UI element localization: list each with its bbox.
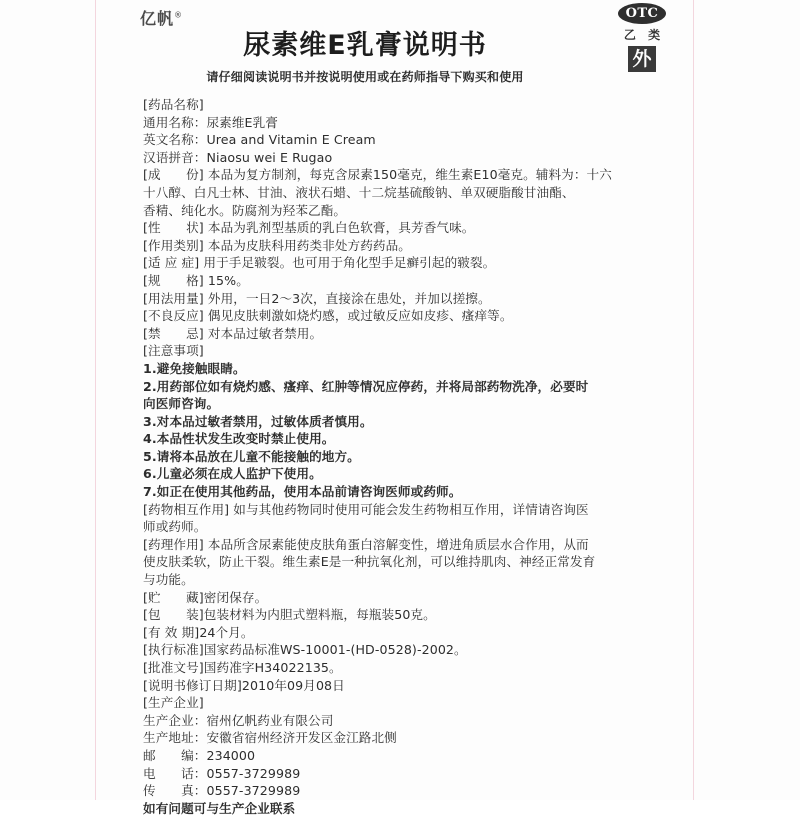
revision-date-line: [说明书修订日期]2010年09月08日 — [143, 677, 345, 693]
contraindications-line: [禁 忌] 对本品过敏者禁用。 — [143, 325, 323, 341]
ingredients-line-2: 十八醇、白凡士林、甘油、液状石蜡、十二烷基硫酸钠、单双硬脂酸甘油酯、 — [143, 184, 575, 200]
english-name-line: 英文名称：Urea and Vitamin E Cream — [143, 132, 376, 148]
precaution-item-4: 4.本品性状发生改变时禁止使用。 — [143, 431, 335, 447]
otc-mark-icon: OTC — [618, 3, 666, 24]
appearance-line: [性 状] 本品为乳剂型基质的乳白色软膏，具芳香气味。 — [143, 220, 475, 236]
approval-number-line: [批准文号]国药准字H34022135。 — [143, 660, 342, 675]
section-heading-precautions: [注意事项] — [143, 343, 204, 359]
manufacturer-name-line: 生产企业：宿州亿帆药业有限公司 — [143, 712, 334, 728]
precaution-item-3: 3.对本品过敏者禁用，过敏体质者慎用。 — [143, 413, 373, 429]
telephone-line: 电 话：0557-3729989 — [143, 765, 301, 781]
otc-class-label: 乙 类 — [623, 28, 665, 42]
drug-category-line: [作用类别] 本品为皮肤科用药类非处方药药品。 — [143, 237, 412, 253]
page-subtitle: 请仔细阅读说明书并按说明使用或在药师指导下购买和使用 — [206, 70, 524, 84]
precaution-item-6: 6.儿童必须在成人监护下使用。 — [143, 466, 322, 482]
standard-line: [执行标准]国家药品标准WS-10001-(HD-0528)-2002。 — [143, 642, 467, 658]
generic-name-line: 通用名称：尿素维E乳膏 — [143, 114, 278, 130]
right-guide-line — [693, 0, 694, 800]
precaution-item-1: 1.避免接触眼睛。 — [143, 360, 246, 376]
ingredients-line-1: [成 份] 本品为复方制剂，每克含尿素150毫克，维生素E10毫克。辅料为：十六 — [143, 167, 612, 183]
pharmacology-line-3: 与功能。 — [143, 572, 194, 588]
shelf-life-line: [有 效 期]24个月。 — [143, 624, 254, 640]
packaging-line: [包 装]包装材料为内胆式塑料瓶，每瓶装50克。 — [143, 607, 436, 623]
pharmacology-line-1: [药理作用] 本品所含尿素能使皮肤角蛋白溶解变性，增进角质层水合作用，从而 — [143, 536, 589, 552]
manufacturer-address-line: 生产地址：安徽省宿州经济开发区金江路北侧 — [143, 730, 397, 746]
specification-line: [规 格] 15%。 — [143, 272, 249, 288]
section-heading-drug-name: [药品名称] — [143, 97, 204, 112]
drug-interactions-line-2: 师或药师。 — [143, 519, 207, 535]
fax-line: 传 真：0557-3729989 — [143, 783, 301, 799]
adverse-reactions-line: [不良反应] 偶见皮肤刺激如烧灼感，或过敏反应如皮疹、瘙痒等。 — [143, 308, 513, 324]
indications-line: [适 应 症] 用于手足皲裂。也可用于角化型手足癣引起的皲裂。 — [143, 255, 496, 271]
left-guide-line — [95, 0, 96, 800]
pinyin-name-line: 汉语拼音：Niaosu wei E Rugao — [143, 149, 333, 165]
contact-note-line: 如有问题可与生产企业联系 — [143, 800, 296, 816]
precaution-item-7: 7.如正在使用其他药品，使用本品前请咨询医师或药师。 — [143, 484, 462, 500]
pharmacology-line-2: 使皮肤柔软，防止干裂。维生素E是一种抗氧化剂，可以维持肌肉、神经正常发育 — [143, 554, 596, 570]
precaution-item-5: 5.请将本品放在儿童不能接触的地方。 — [143, 448, 360, 464]
dosage-line: [用法用量] 外用，一日2～3次，直接涂在患处，并加以搓擦。 — [143, 290, 491, 306]
brand-logo-text: 亿帆 — [140, 9, 175, 28]
storage-line: [贮 藏]密闭保存。 — [143, 589, 268, 605]
precaution-item-2b: 向医师咨询。 — [143, 396, 220, 412]
drug-interactions-line-1: [药物相互作用] 如与其他药物同时使用可能会发生药物相互作用，详情请咨询医 — [143, 501, 589, 517]
brand-logo — [140, 6, 183, 29]
insert-body-text — [143, 96, 655, 817]
ingredients-line-3: 香精、纯化水。防腐剂为羟苯乙酯。 — [143, 202, 347, 218]
external-use-mark-icon: 外 — [628, 46, 656, 72]
registered-trademark-icon: ® — [174, 10, 184, 20]
page-title: 尿素维E乳膏说明书 — [243, 30, 487, 61]
section-heading-manufacturer: [生产企业] — [143, 695, 204, 711]
postal-code-line: 邮 编：234000 — [143, 747, 256, 763]
otc-badge-group — [597, 3, 687, 72]
precaution-item-2a: 2.用药部位如有烧灼感、瘙痒、红肿等情况应停药，并将局部药物洗净，必要时 — [143, 378, 589, 394]
